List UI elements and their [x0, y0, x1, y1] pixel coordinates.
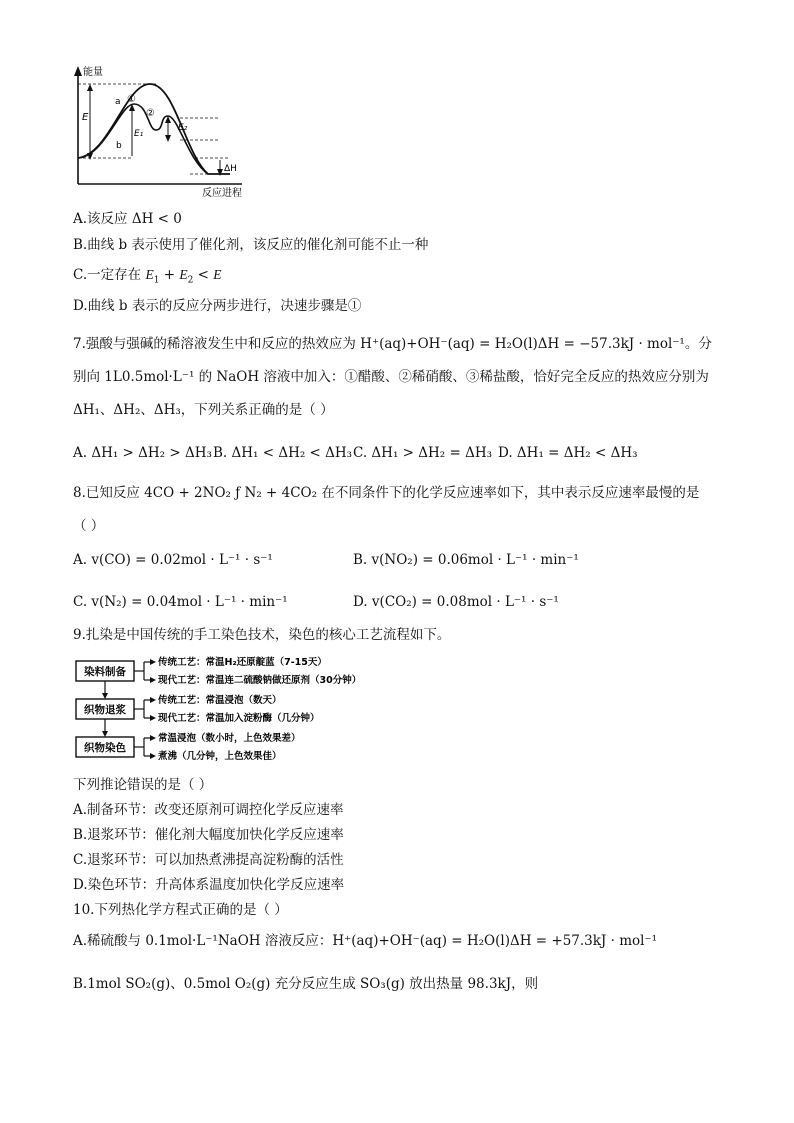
q7-equation: H⁺(aq)+OH⁻(aq) = H₂O(l) [360, 336, 538, 352]
q7-option-c: C. ΔH₁ > ΔH₂ = ΔH₃ [353, 445, 493, 461]
energy-diagram [70, 64, 250, 200]
q10-option-a-text: A.稀硫酸与 0.1mol·L⁻¹NaOH 溶液反应： [73, 933, 333, 949]
q8-options-row-1 [73, 551, 579, 569]
flow-box-2: 织物退浆 [84, 704, 126, 716]
q10-option-a-equation: H⁺(aq)+OH⁻(aq) = H₂O(l) [332, 933, 510, 949]
q8-option-b: B. v(NO₂) = 0.06mol · L⁻¹ · min⁻¹ [353, 552, 579, 568]
q10-option-a [73, 932, 657, 950]
q6-option-a: A.该反应 ΔH < 0 [73, 211, 182, 227]
q8-stem-line-2: （ ） [73, 518, 105, 534]
q6-option-c: C.一定存在 $E_1 + E_2 < E$ [73, 267, 222, 286]
q7-stem-line-2: 别向 1L0.5mol·L⁻¹ 的 NaOH 溶液中加入：①醋酸、②稀硝酸、③稀盐酸，恰好完全反应的热效应分别为 [73, 369, 709, 385]
q10-option-a-enthalpy: ΔH = +57.3kJ · mol⁻¹ [509, 933, 658, 949]
q9-stem: 9.扎染是中国传统的手工染色技术，染色的核心工艺流程如下。 [73, 627, 451, 643]
q9-option-b: B.退浆环节：催化剂大幅度加快化学反应速率 [73, 827, 344, 843]
q7-enthalpy: ΔH = −57.3kJ · mol⁻¹ [537, 336, 685, 352]
y-axis-label: 能量 [83, 67, 103, 78]
q9-option-a: A.制备环节：改变还原剂可调控化学反应速率 [73, 802, 344, 818]
q6-option-b: B.曲线 b 表示使用了催化剂，该反应的催化剂可能不止一种 [73, 237, 429, 253]
q8-option-c: C. v(N₂) = 0.04mol · L⁻¹ · min⁻¹ [73, 594, 288, 610]
q7-options [73, 444, 638, 462]
flow-box-1: 染料制备 [84, 666, 126, 678]
q10-option-b: B.1mol SO₂(g)、0.5mol O₂(g) 充分反应生成 SO₃(g) 放出热量 98.3kJ，则 [73, 976, 539, 992]
q6-option-c-text: C.一定存在 [73, 267, 146, 283]
q7-option-a: A. ΔH₁ > ΔH₂ > ΔH₃ [73, 445, 212, 461]
flow-box-3-boiling: 煮沸（几分钟，上色效果佳） [158, 751, 282, 762]
q8-option-d: D. v(CO₂) = 0.08mol · L⁻¹ · s⁻¹ [353, 594, 559, 610]
label-delta-h: ΔH [224, 164, 237, 174]
label-step-1: ① [127, 94, 136, 105]
q6-option-d: D.曲线 b 表示的反应分两步进行，决速步骤是① [73, 298, 362, 314]
x-axis-label: 反应进程 [202, 188, 242, 199]
q7-stem-text: 7.强酸与强碱的稀溶液发生中和反应的热效应为 [73, 336, 361, 352]
q7-stem-line-3: ΔH₁、ΔH₂、ΔH₃，下列关系正确的是（ ） [73, 402, 334, 418]
flow-box-1-traditional: 传统工艺：常温H₂还原靛蓝（7-15天） [158, 657, 327, 668]
q8-stem-line-1 [73, 484, 699, 502]
q7-stem-line-1 [73, 335, 712, 353]
q8-options-row-2 [73, 593, 559, 611]
q10-stem: 10.下列热化学方程式正确的是（ ） [73, 902, 288, 918]
flow-box-2-modern: 现代工艺：常温加入淀粉酶（几分钟） [158, 713, 320, 724]
flow-box-3: 织物染色 [84, 742, 126, 754]
q8-equation: 4CO + 2NO₂ ƒ N₂ + 4CO₂ [144, 485, 318, 501]
q9-option-c: C.退浆环节：可以加热煮沸提高淀粉酶的活性 [73, 852, 344, 868]
label-e2: E₂ [178, 123, 188, 133]
label-step-2: ② [146, 108, 155, 119]
q8-stem-end: 在不同条件下的化学反应速率如下，其中表示反应速率最慢的是 [317, 485, 700, 501]
flow-box-3-room-temp: 常温浸泡（数小时，上色效果差） [158, 733, 301, 744]
flow-box-1-modern: 现代工艺：常温连二硫酸钠做还原剂（30分钟） [158, 675, 362, 686]
q7-stem-end: 。分 [684, 336, 712, 352]
process-flow-diagram [74, 653, 374, 769]
q8-stem-text: 8.已知反应 [73, 485, 145, 501]
q7-option-d: D. ΔH₁ = ΔH₂ < ΔH₃ [498, 445, 638, 461]
label-curve-a: a [115, 97, 121, 107]
q9-question: 下列推论错误的是（ ） [73, 777, 213, 793]
flow-box-2-traditional: 传统工艺：常温浸泡（数天） [158, 695, 282, 706]
label-e: E [82, 112, 89, 123]
label-e1: E₁ [134, 129, 144, 139]
q9-option-d: D.染色环节：升高体系温度加快化学反应速率 [73, 877, 345, 893]
label-curve-b: b [116, 141, 122, 151]
q8-option-a: A. v(CO) = 0.02mol · L⁻¹ · s⁻¹ [73, 552, 273, 568]
q7-option-b: B. ΔH₁ < ΔH₂ < ΔH₃ [213, 445, 353, 461]
